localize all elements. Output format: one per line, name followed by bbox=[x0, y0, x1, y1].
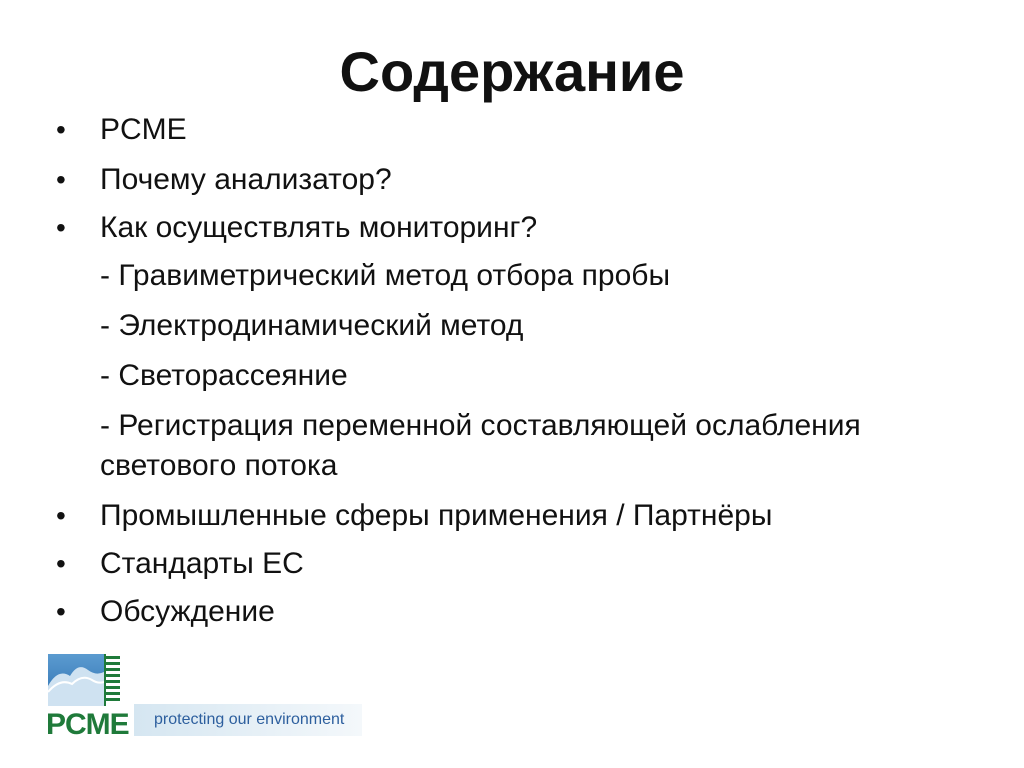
bullet-icon: • bbox=[56, 164, 66, 195]
tagline-text: protecting our environment bbox=[154, 711, 345, 728]
sub-item: - Светорассеяние bbox=[100, 359, 348, 392]
bullet-icon: • bbox=[56, 596, 66, 627]
sub-item: - Регистрация переменной составляющей ослабления bbox=[100, 409, 861, 442]
bullet-text: Стандарты ЕС bbox=[100, 547, 304, 580]
bullet-icon: • bbox=[56, 114, 66, 145]
sub-item: - Гравиметрический метод отбора пробы bbox=[100, 259, 671, 292]
bullet-icon: • bbox=[56, 212, 66, 243]
bullet-text: Почему анализатор? bbox=[100, 163, 392, 196]
pcme-logo bbox=[44, 652, 374, 746]
sub-item-continuation: световогo потока bbox=[100, 449, 338, 482]
bullet-text: Обсуждение bbox=[100, 595, 275, 628]
bullet-text: Как осуществлять мониторинг? bbox=[100, 211, 538, 244]
bullet-icon: • bbox=[56, 500, 66, 531]
sub-item: - Электродинамический метод bbox=[100, 309, 524, 342]
bullet-text: PCME bbox=[100, 113, 187, 146]
logo-emblem-icon bbox=[44, 652, 128, 708]
tagline-bar bbox=[134, 704, 362, 736]
bullet-text: Промышленные сферы применения / Партнёры bbox=[100, 499, 773, 532]
slide-title: Содержание bbox=[339, 40, 685, 103]
bullet-icon: • bbox=[56, 548, 66, 579]
logo-wordmark: PCME bbox=[46, 708, 129, 741]
